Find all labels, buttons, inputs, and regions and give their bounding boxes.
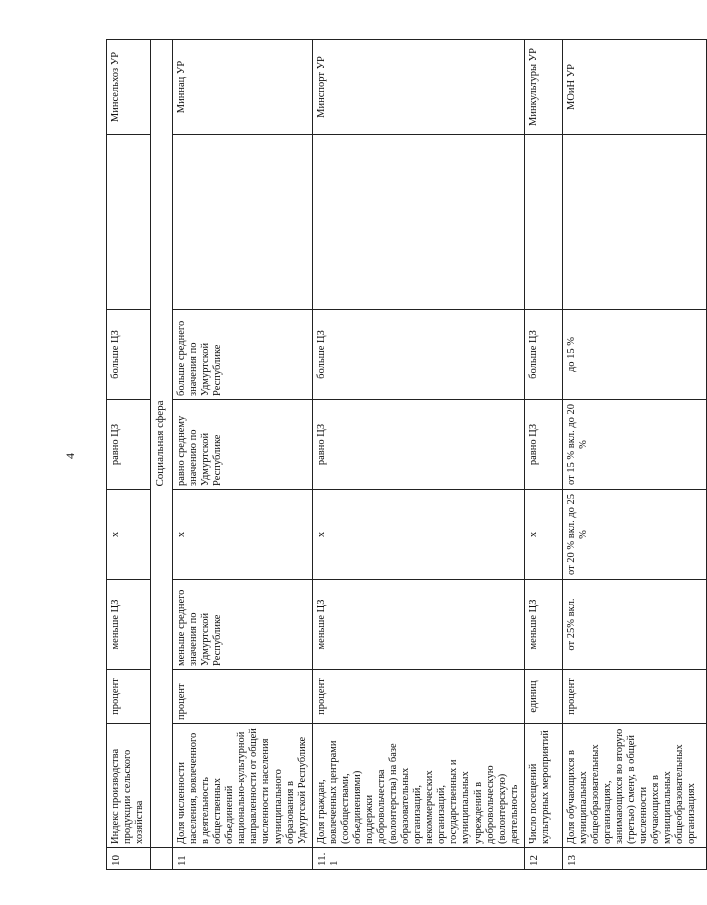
blank-cell [173,135,313,310]
responsible-cell: Минспорт УР [312,40,524,135]
less-cell: меньше ЦЗ [312,580,524,670]
more-cell: больше ЦЗ [524,310,562,400]
equal-cell: равно ЦЗ [312,400,524,490]
x-cell: х [524,490,562,580]
equal-cell: равно среднему значению по Удмуртской Республике [173,400,313,490]
responsible-cell: МОиН УР [562,40,706,135]
x-cell: от 20 % вкл. до 25 % [562,490,706,580]
section-title: Социальная сфера [151,40,173,848]
blank-cell [562,135,706,310]
indicator-name: Число посещений культурных мероприятий [524,724,562,848]
indicator-name: Доля численности населения, вовлеченного в деятельность общественных объединений национально-культурной направленности от общей численности населения муниципального образования в Удмуртской Республике [173,724,313,848]
table-row [524,40,562,870]
table-row [107,40,151,870]
page-number: 4 [63,453,77,459]
indicator-name: Доля граждан, вовлеченных центрами (сообществами, объединениями) поддержки добровольчества (волонтерства) на базе образовательных организаций, некоммерческих организаций, государственных и муниципальных учреждений в добровольческую (волонтерскую) деятельность [312,724,524,848]
less-cell: меньше ЦЗ [107,580,151,670]
blank-cell [524,135,562,310]
unit-cell: процент [312,670,524,724]
table-row [173,40,313,870]
unit-cell: процент [173,670,313,724]
indicator-table [106,39,707,870]
equal-cell: равно ЦЗ [107,400,151,490]
blank-cell [312,135,524,310]
row-number: 11.1 [312,848,524,870]
x-cell: х [107,490,151,580]
responsible-cell: Минсельхоз УР [107,40,151,135]
more-cell: больше ЦЗ [107,310,151,400]
equal-cell: от 15 % вкл. до 20 % [562,400,706,490]
indicator-name: Доля обучающихся в муниципальных общеобразовательных организациях, занимающихся во вторую (третью) смену, в общей численности обучающихся в муниципальных общеобразовательных организациях [562,724,706,848]
section-row [151,40,173,870]
more-cell: больше среднего значения по Удмуртской Республике [173,310,313,400]
table-row [562,40,706,870]
table-row [312,40,524,870]
equal-cell: равно ЦЗ [524,400,562,490]
unit-cell: процент [562,670,706,724]
indicator-name: Индекс производства продукции сельского хозяйства [107,724,151,848]
x-cell: х [173,490,313,580]
responsible-cell: Минкультуры УР [524,40,562,135]
x-cell: х [312,490,524,580]
less-cell: меньше ЦЗ [524,580,562,670]
blank-cell [107,135,151,310]
less-cell: меньше среднего значения по Удмуртской Республике [173,580,313,670]
row-number: 11 [173,848,313,870]
unit-cell: единиц [524,670,562,724]
responsible-cell: Миннац УР [173,40,313,135]
row-number: 13 [562,848,706,870]
less-cell: от 25% вкл. [562,580,706,670]
more-cell: до 15 % [562,310,706,400]
more-cell: больше ЦЗ [312,310,524,400]
row-number: 12 [524,848,562,870]
rotated-table-wrapper [106,40,698,870]
unit-cell: процент [107,670,151,724]
section-spacer [151,848,173,870]
row-number: 10 [107,848,151,870]
